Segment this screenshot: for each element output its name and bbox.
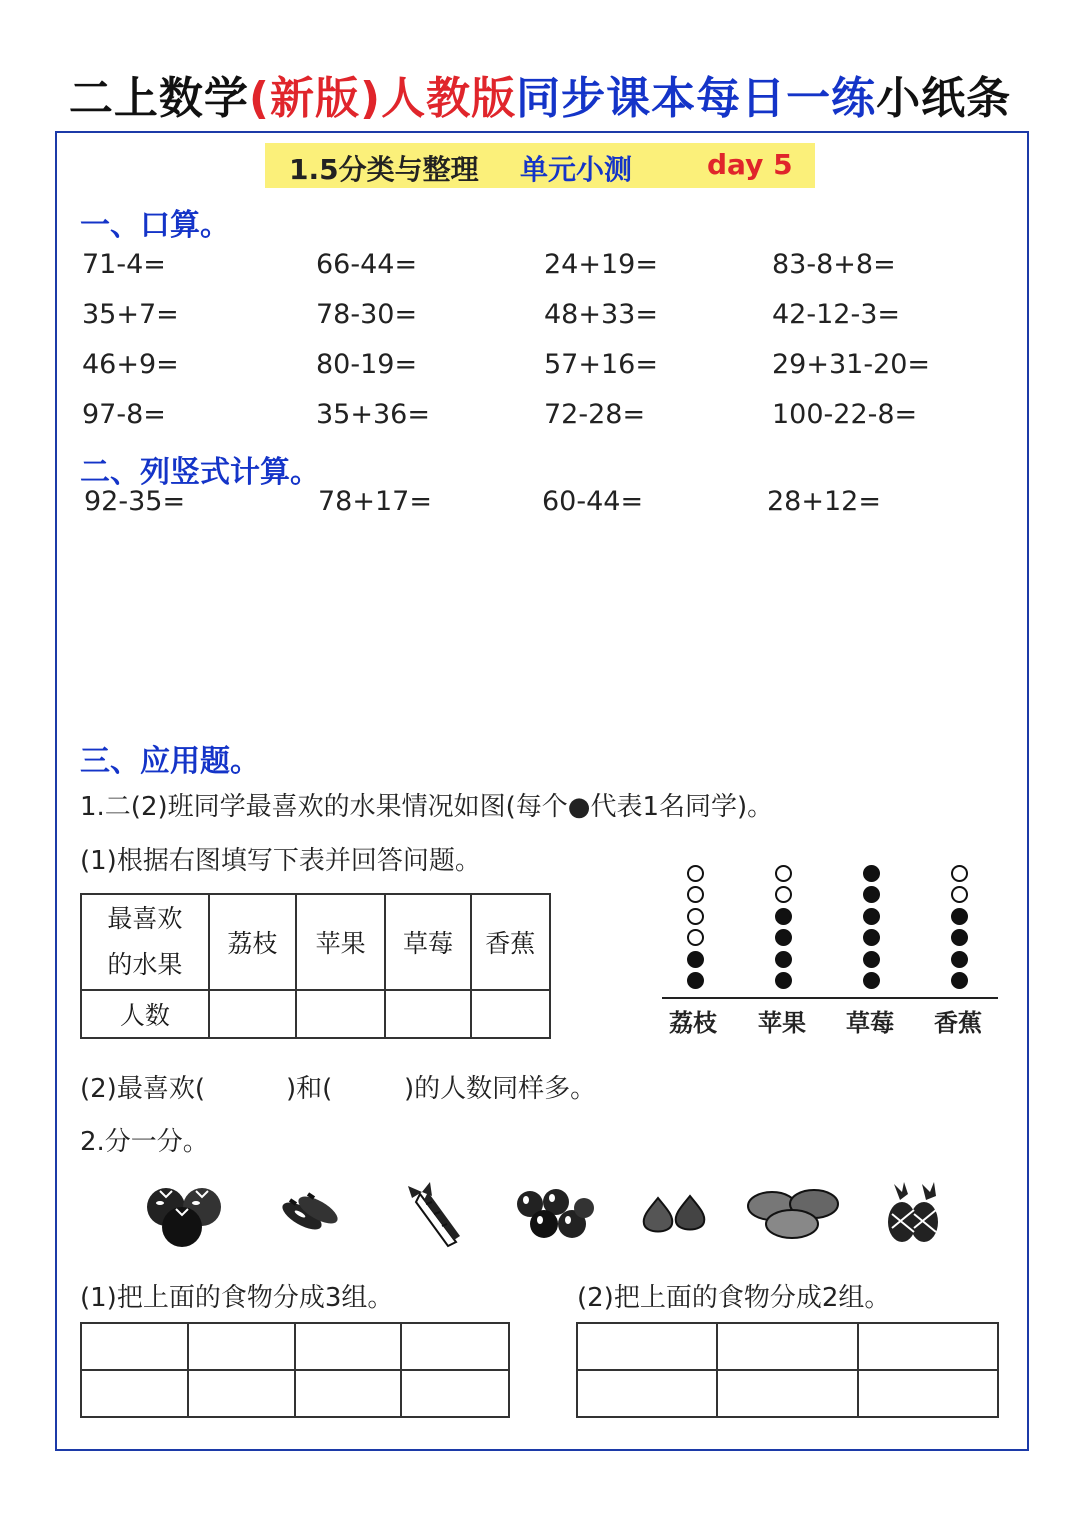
pictograph-baseline xyxy=(662,997,998,999)
filled-dot xyxy=(951,908,968,925)
section1-title: 一、口算。 xyxy=(80,208,230,243)
filled-dot xyxy=(863,886,880,903)
empty-dot xyxy=(687,908,704,925)
q1-part2-middle: )和( xyxy=(286,1074,333,1104)
empty-dot xyxy=(775,886,792,903)
pictograph-label: 草莓 xyxy=(846,1009,894,1037)
answer-cell[interactable] xyxy=(296,990,385,1038)
grapes-icon xyxy=(512,1184,596,1248)
table-row-label: 人数 xyxy=(81,990,209,1038)
answer-cell[interactable] xyxy=(188,1370,295,1417)
empty-dot xyxy=(687,865,704,882)
mental-math-item: 71-4= xyxy=(82,249,166,280)
table-header-fruit: 草莓 xyxy=(385,894,470,990)
question2-part2: (2)把上面的食物分成2组。 xyxy=(577,1283,891,1313)
mental-math-item: 72-28= xyxy=(544,399,646,430)
empty-dot xyxy=(951,865,968,882)
mental-math-item: 46+9= xyxy=(82,349,179,380)
mental-math-item: 80-19= xyxy=(316,349,418,380)
answer-cell[interactable] xyxy=(385,990,470,1038)
mental-math-item: 100-22-8= xyxy=(772,399,918,430)
title-part: 二上数学 xyxy=(68,73,249,124)
empty-dot xyxy=(775,865,792,882)
section2-title: 二、列竖式计算。 xyxy=(80,455,320,490)
title-part: 同步课本每日一练 xyxy=(516,73,877,124)
answer-cell[interactable] xyxy=(471,990,550,1038)
empty-dot xyxy=(687,929,704,946)
vertical-calc-item: 78+17= xyxy=(318,486,432,517)
fruit-count-table xyxy=(80,893,551,1039)
mental-math-item: 29+31-20= xyxy=(772,349,931,380)
pineapple-icon xyxy=(882,1180,944,1250)
table-header-fruit: 荔枝 xyxy=(209,894,296,990)
table-header-fruit: 苹果 xyxy=(296,894,385,990)
lesson-label: 1.5分类与整理 xyxy=(289,153,479,186)
empty-dot xyxy=(687,886,704,903)
section3-title: 三、应用题。 xyxy=(80,744,260,779)
empty-dot xyxy=(951,886,968,903)
filled-dot xyxy=(863,929,880,946)
filled-dot xyxy=(951,929,968,946)
pictograph-label: 苹果 xyxy=(758,1009,806,1037)
answer-cell[interactable] xyxy=(717,1323,857,1370)
answer-cell[interactable] xyxy=(858,1323,998,1370)
mental-math-item: 48+33= xyxy=(544,299,658,330)
filled-dot xyxy=(863,972,880,989)
vertical-calc-item: 28+12= xyxy=(767,486,881,517)
tomato-icon xyxy=(140,1183,232,1249)
filled-dot xyxy=(951,951,968,968)
answer-cell[interactable] xyxy=(717,1370,857,1417)
filled-dot xyxy=(863,865,880,882)
mental-math-item: 24+19= xyxy=(544,249,658,280)
title-part: 人教版 xyxy=(381,73,517,124)
answer-cell[interactable] xyxy=(858,1370,998,1417)
filled-dot xyxy=(687,951,704,968)
answer-cell[interactable] xyxy=(209,990,296,1038)
filled-dot xyxy=(863,951,880,968)
answer-blank[interactable] xyxy=(332,1066,402,1100)
group2-answer-grid xyxy=(576,1322,999,1418)
eggplant-icon xyxy=(278,1188,342,1242)
mental-math-item: 35+36= xyxy=(316,399,430,430)
filled-dot xyxy=(687,972,704,989)
mental-math-item: 97-8= xyxy=(82,399,166,430)
answer-cell[interactable] xyxy=(295,1370,402,1417)
mental-math-item: 78-30= xyxy=(316,299,418,330)
answer-cell[interactable] xyxy=(188,1323,295,1370)
carrot-icon xyxy=(402,1180,464,1250)
mental-math-item: 83-8+8= xyxy=(772,249,896,280)
page-title xyxy=(0,62,1080,126)
mental-math-item: 57+16= xyxy=(544,349,658,380)
header-label-line: 最喜欢 xyxy=(107,904,183,933)
title-part: 小纸条 xyxy=(876,73,1012,124)
filled-dot xyxy=(775,972,792,989)
filled-dot xyxy=(863,908,880,925)
table-header-label xyxy=(81,894,209,990)
mental-math-item: 35+7= xyxy=(82,299,179,330)
vertical-calc-item: 92-35= xyxy=(84,486,186,517)
table-header-fruit: 香蕉 xyxy=(471,894,550,990)
answer-cell[interactable] xyxy=(401,1370,509,1417)
filled-dot xyxy=(775,951,792,968)
group3-answer-grid xyxy=(80,1322,510,1418)
filled-dot xyxy=(775,929,792,946)
banner xyxy=(265,148,815,188)
vertical-calc-item: 60-44= xyxy=(542,486,644,517)
answer-cell[interactable] xyxy=(577,1323,717,1370)
day-label: day 5 xyxy=(707,148,793,181)
unit-label: 单元小测 xyxy=(520,153,633,186)
pictograph-label: 荔枝 xyxy=(669,1009,717,1037)
header-label-line: 的水果 xyxy=(107,950,183,979)
filled-dot xyxy=(775,908,792,925)
answer-cell[interactable] xyxy=(401,1323,509,1370)
mental-math-item: 66-44= xyxy=(316,249,418,280)
potato-icon xyxy=(744,1186,842,1242)
answer-cell[interactable] xyxy=(577,1370,717,1417)
q1-part2-suffix: )的人数同样多。 xyxy=(404,1074,597,1104)
q1-part2-prefix: (2)最喜欢( xyxy=(80,1074,205,1104)
question1-intro: 1.二(2)班同学最喜欢的水果情况如图(每个●代表1名同学)。 xyxy=(80,792,774,822)
mental-math-item: 42-12-3= xyxy=(772,299,900,330)
title-part: (新版) xyxy=(248,73,382,124)
pictograph-label: 香蕉 xyxy=(934,1009,982,1037)
filled-dot xyxy=(951,972,968,989)
answer-cell[interactable] xyxy=(81,1323,188,1370)
question2-title: 2.分一分。 xyxy=(80,1127,209,1157)
answer-cell[interactable] xyxy=(81,1370,188,1417)
question2-part1: (1)把上面的食物分成3组。 xyxy=(80,1283,394,1313)
pear-icon xyxy=(640,1192,710,1236)
question1-part1: (1)根据右图填写下表并回答问题。 xyxy=(80,846,481,876)
answer-blank[interactable] xyxy=(212,1066,284,1100)
answer-cell[interactable] xyxy=(295,1323,402,1370)
